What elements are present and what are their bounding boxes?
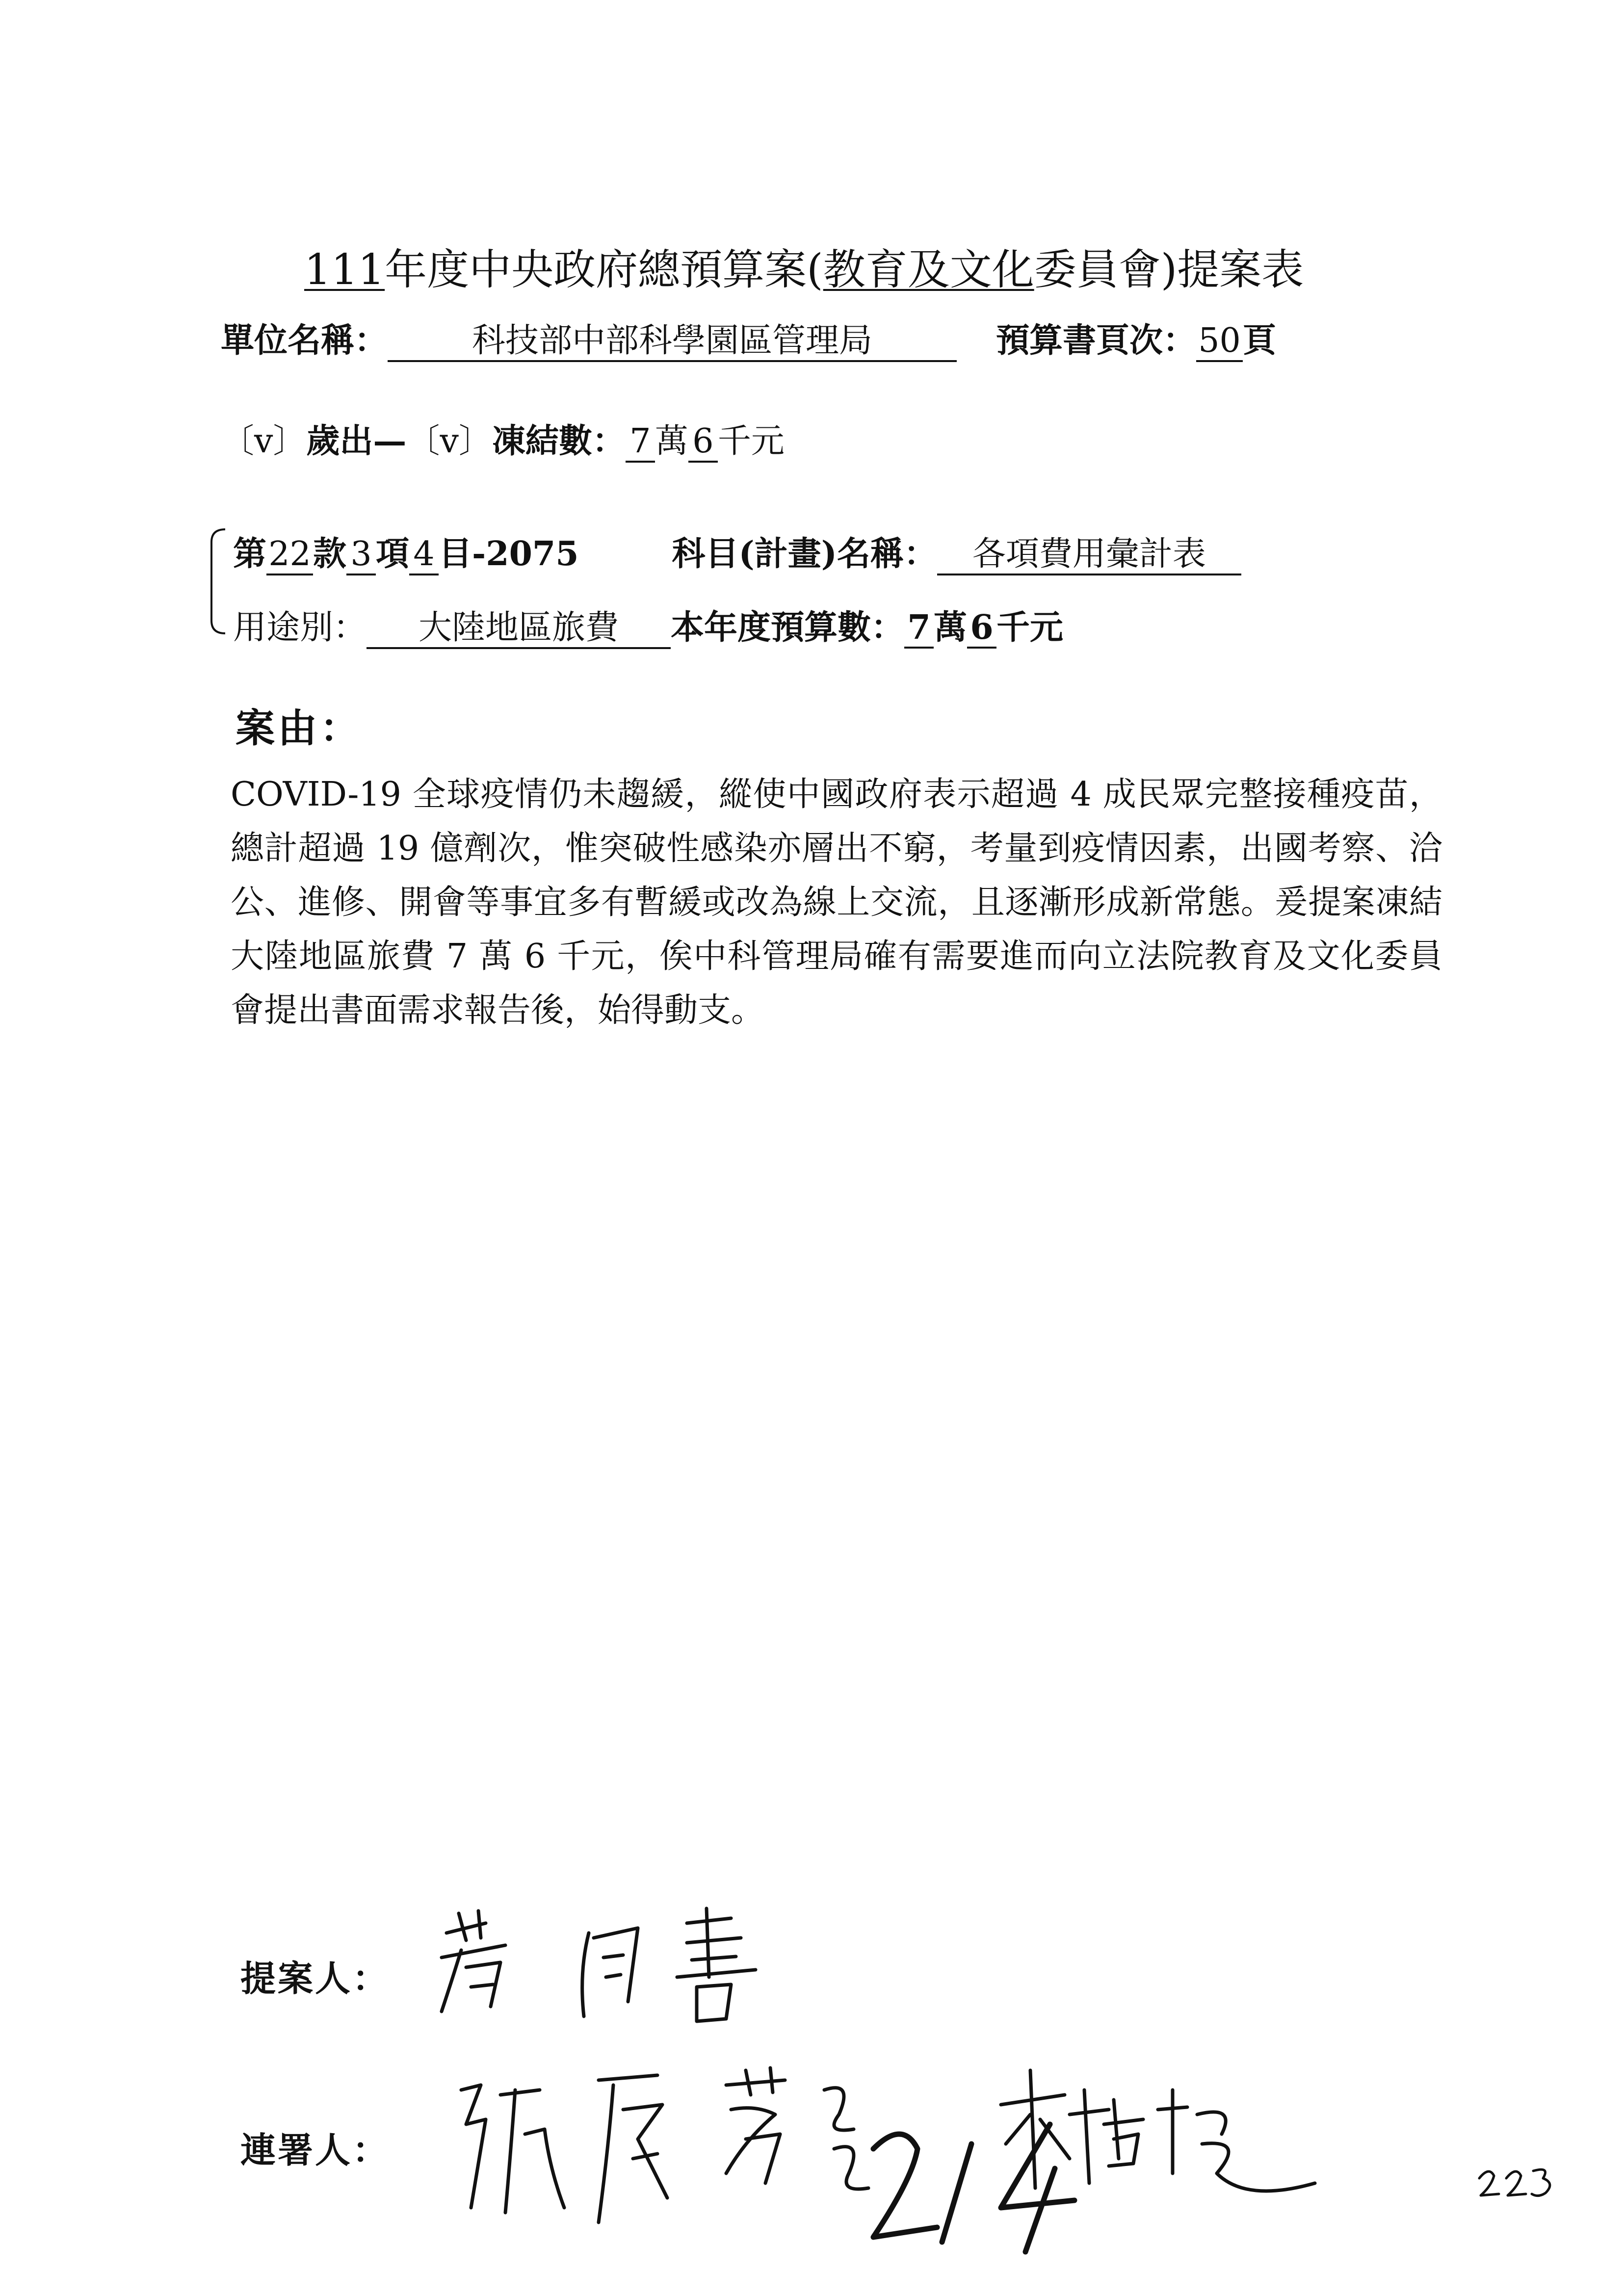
budget-bracket (209, 527, 226, 635)
mu-unit: 目-2075 (439, 534, 579, 574)
usage-value: 大陸地區旅費 (367, 609, 671, 649)
unit-label: 單位名稱： (221, 321, 388, 360)
freeze-unit-qian: 千元 (717, 422, 785, 461)
handwritten-number-214 (859, 2110, 1114, 2257)
usage-label: 用途別： (233, 608, 367, 647)
page-number-223 (1477, 2159, 1565, 2203)
proposer-label: 提案人： (240, 1957, 390, 1999)
proposer-signature (432, 1904, 785, 2031)
annual-amount-qian: 6 (967, 608, 996, 649)
annual-amount-wan: 7 (904, 608, 934, 649)
mu-number: 4 (409, 535, 439, 575)
title-middle: 年度中央政府總預算案( (385, 245, 823, 294)
document-title (304, 235, 1304, 296)
xiang-unit: 項 (376, 534, 410, 574)
budget-usage-row (233, 601, 1063, 649)
xiang-number: 3 (346, 535, 376, 575)
budget-code-row (233, 527, 1241, 575)
freeze-label: 凍結數： (492, 421, 626, 461)
title-year: 111 (304, 245, 385, 294)
title-committee: 教育及文化 (823, 245, 1034, 294)
freeze-amount-qian: 6 (688, 422, 718, 463)
kuan-prefix: 第 (233, 534, 267, 574)
title-end: 委員會)提案表 (1034, 245, 1304, 294)
page-unit: 頁 (1243, 321, 1277, 360)
expenditure-label: 歲出— (306, 421, 407, 461)
subject-label: 科目(計畫)名稱： (672, 534, 937, 574)
page-value: 50 (1196, 322, 1243, 362)
kuan-unit: 款 (313, 534, 347, 574)
annual-budget-label: 本年度預算數： (671, 608, 905, 647)
freeze-unit-wan: 萬 (655, 422, 688, 461)
freeze-row (221, 415, 785, 463)
unit-value: 科技部中部科學園區管理局 (388, 322, 957, 362)
unit-row (221, 314, 1276, 362)
freeze-checkbox: 〔v〕 (406, 422, 492, 461)
freeze-amount-wan: 7 (626, 422, 655, 463)
reason-text: COVID-19 全球疫情仍未趨緩，縱使中國政府表示超過 4 成民眾完整接種疫苗，總計超過 19 億劑次，惟突破性感染亦層出不窮，考量到疫情因素，出國考察、洽公、進修、開會等事宜多有暫緩或改為線上交流，且逐漸形成新常態。爰提案凍結大陸地區旅費 7 萬 6 千元，俟中科管理局確有需要進而向立法院教育及文化委員會提出書面需求報告後，始得動支。 (231, 775, 1442, 1030)
subject-value: 各項費用彙計表 (937, 535, 1241, 575)
page-label: 預算書頁次： (996, 321, 1197, 360)
annual-unit-wan: 萬 (934, 608, 968, 647)
expenditure-checkbox: 〔v〕 (221, 422, 307, 461)
annual-unit-qian: 千元 (996, 608, 1064, 647)
cosigner-label: 連署人： (240, 2129, 390, 2171)
kuan-number: 22 (266, 535, 313, 575)
reason-title: 案由： (236, 705, 362, 751)
